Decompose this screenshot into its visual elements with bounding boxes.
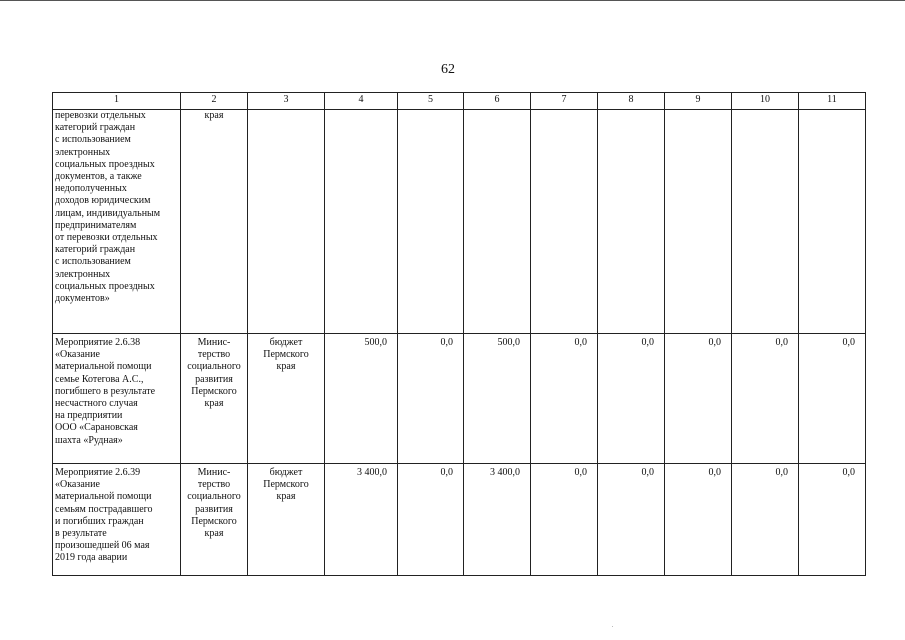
header-cell: 5 bbox=[398, 93, 464, 110]
value-cell bbox=[665, 110, 732, 334]
budget-table bbox=[52, 92, 866, 576]
value-cell bbox=[464, 110, 531, 334]
header-cell: 2 bbox=[181, 93, 248, 110]
value-cell bbox=[799, 110, 866, 334]
value-cell: 0,0 bbox=[732, 334, 799, 464]
value-cell: 0,0 bbox=[732, 464, 799, 576]
value-cell: 0,0 bbox=[665, 334, 732, 464]
table-header-row bbox=[53, 93, 866, 110]
value-cell: 0,0 bbox=[799, 464, 866, 576]
executor-cell: Минис- терство социального развития Пермского края bbox=[181, 464, 248, 576]
value-cell bbox=[531, 110, 598, 334]
activity-name-cell: Мероприятие 2.6.39 «Оказание материальной помощи семьям пострадавшего и погибших граждан в результате произошедшей 06 мая 2019 года аварии bbox=[53, 464, 181, 576]
header-cell: 10 bbox=[732, 93, 799, 110]
value-cell: 500,0 bbox=[464, 334, 531, 464]
header-cell: 1 bbox=[53, 93, 181, 110]
page-top-edge bbox=[0, 0, 905, 1]
value-cell: 0,0 bbox=[799, 334, 866, 464]
value-cell: 0,0 bbox=[398, 464, 464, 576]
header-cell: 3 bbox=[248, 93, 325, 110]
value-cell: 0,0 bbox=[665, 464, 732, 576]
table-row bbox=[53, 110, 866, 334]
activity-name-cell: Мероприятие 2.6.38 «Оказание материальной помощи семье Котегова А.С., погибшего в результате несчастного случая на предприятии ООО «Сарановская шахта «Рудная» bbox=[53, 334, 181, 464]
value-cell: 0,0 bbox=[598, 334, 665, 464]
executor-cell: края bbox=[181, 110, 248, 334]
header-cell: 9 bbox=[665, 93, 732, 110]
header-cell: 11 bbox=[799, 93, 866, 110]
header-cell: 4 bbox=[325, 93, 398, 110]
table-row bbox=[53, 464, 866, 576]
funding-source-cell bbox=[248, 110, 325, 334]
value-cell bbox=[325, 110, 398, 334]
value-cell: 500,0 bbox=[325, 334, 398, 464]
value-cell: 3 400,0 bbox=[325, 464, 398, 576]
value-cell bbox=[398, 110, 464, 334]
value-cell: 3 400,0 bbox=[464, 464, 531, 576]
funding-source-cell: бюджет Пермского края bbox=[248, 464, 325, 576]
activity-name-cell: перевозки отдельных категорий граждан с использованием электронных социальных проездных документов, а также недополученных доходов юридическим лицам, индивидуальным предпринимателям от перевозки отдельных категорий граждан с использованием электронных социальных проездных документов» bbox=[53, 110, 181, 334]
table-row bbox=[53, 334, 866, 464]
scan-speck bbox=[612, 626, 613, 627]
value-cell: 0,0 bbox=[531, 334, 598, 464]
value-cell: 0,0 bbox=[531, 464, 598, 576]
value-cell: 0,0 bbox=[398, 334, 464, 464]
value-cell bbox=[598, 110, 665, 334]
funding-source-cell: бюджет Пермского края bbox=[248, 334, 325, 464]
value-cell bbox=[732, 110, 799, 334]
header-cell: 6 bbox=[464, 93, 531, 110]
value-cell: 0,0 bbox=[598, 464, 665, 576]
executor-cell: Минис- терство социального развития Пермского края bbox=[181, 334, 248, 464]
header-cell: 7 bbox=[531, 93, 598, 110]
header-cell: 8 bbox=[598, 93, 665, 110]
page-number: 62 bbox=[441, 62, 455, 77]
